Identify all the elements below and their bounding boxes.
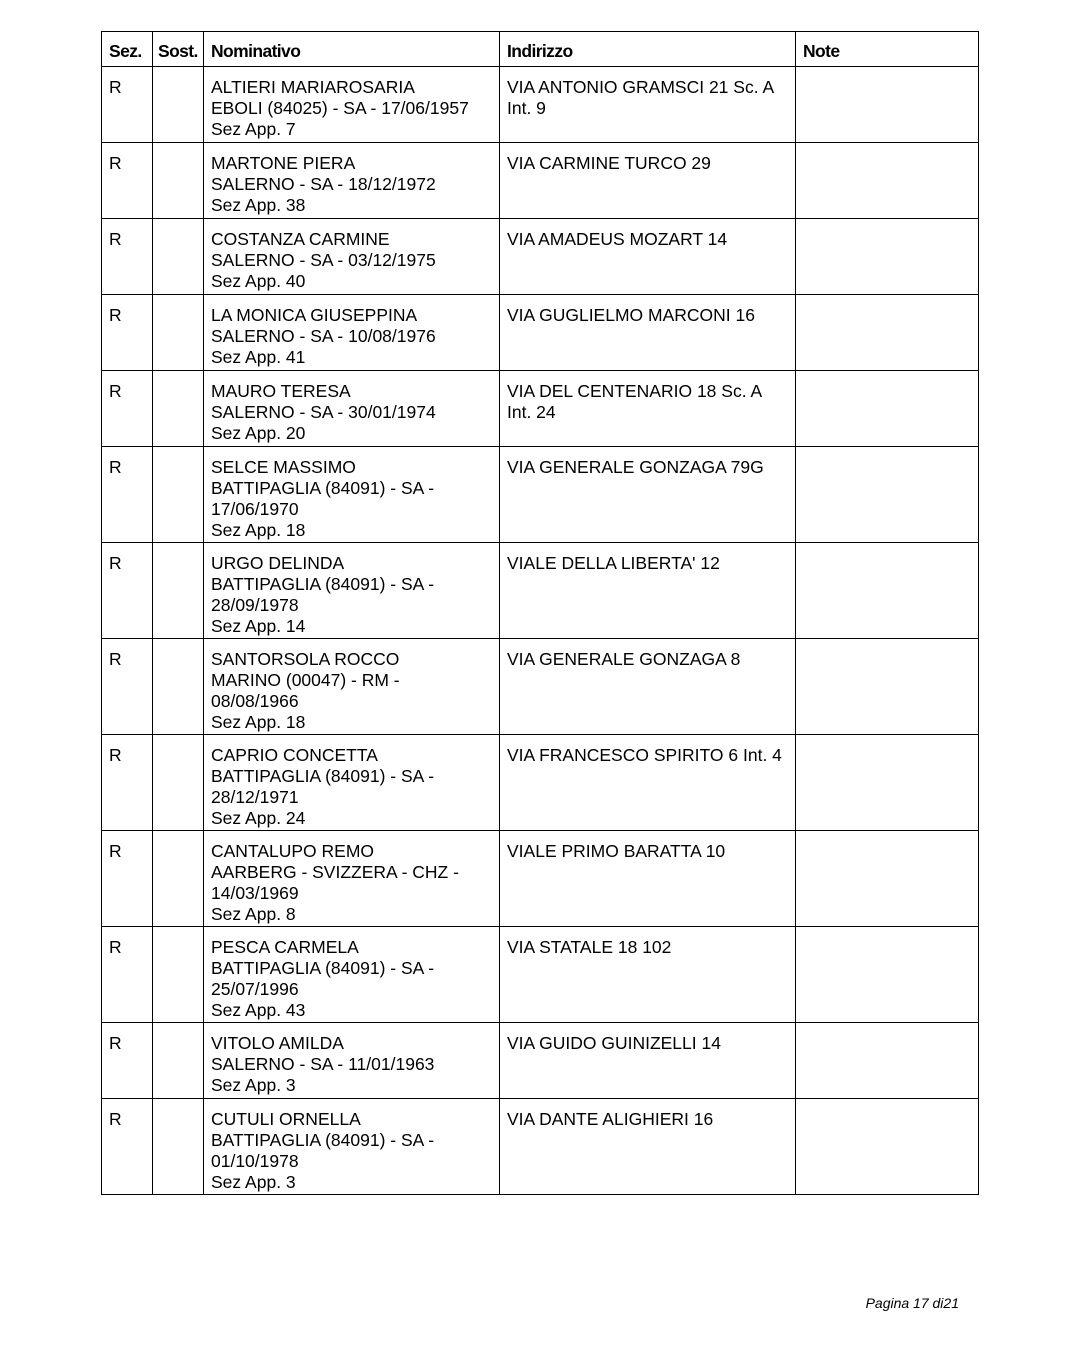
nominativo-line: URGO DELINDA xyxy=(211,553,345,573)
nominativo-line: SALERNO - SA - 18/12/1972 xyxy=(211,174,436,194)
table-row xyxy=(102,143,979,219)
nominativo-line: Sez App. 14 xyxy=(211,616,306,636)
cell-indirizzo: VIA GUGLIELMO MARCONI 16 xyxy=(500,295,796,371)
cell-sez: R xyxy=(102,447,153,543)
nominativo-line: Sez App. 3 xyxy=(211,1172,296,1192)
cell-sez: R xyxy=(102,1099,153,1195)
cell-sost xyxy=(153,1023,204,1099)
nominativo-line: 28/12/1971 xyxy=(211,787,299,807)
nominativo-line: BATTIPAGLIA (84091) - SA - xyxy=(211,766,435,786)
cell-sez: R xyxy=(102,371,153,447)
page-number: Pagina 17 di21 xyxy=(865,1295,959,1311)
cell-note xyxy=(796,927,979,1023)
table-row xyxy=(102,295,979,371)
cell-indirizzo: VIA GUIDO GUINIZELLI 14 xyxy=(500,1023,796,1099)
nominativo-line: BATTIPAGLIA (84091) - SA - xyxy=(211,574,435,594)
cell-note xyxy=(796,447,979,543)
cell-nominativo xyxy=(204,639,500,735)
nominativo-line: MAURO TERESA xyxy=(211,381,351,401)
table-row xyxy=(102,831,979,927)
cell-sost xyxy=(153,143,204,219)
table-row xyxy=(102,1099,979,1195)
nominativo-line: ALTIERI MARIAROSARIA xyxy=(211,77,415,97)
nominativo-line: Sez App. 43 xyxy=(211,1000,306,1020)
cell-note xyxy=(796,219,979,295)
cell-note xyxy=(796,735,979,831)
nominativo-line: EBOLI (84025) - SA - 17/06/1957 xyxy=(211,98,469,118)
nominativo-line: 08/08/1966 xyxy=(211,691,299,711)
cell-indirizzo: VIA ANTONIO GRAMSCI 21 Sc. A Int. 9 xyxy=(500,67,796,143)
nominativo-line: CAPRIO CONCETTA xyxy=(211,745,378,765)
nominativo-line: PESCA CARMELA xyxy=(211,937,359,957)
cell-nominativo xyxy=(204,67,500,143)
table-row xyxy=(102,219,979,295)
cell-nominativo xyxy=(204,543,500,639)
cell-nominativo xyxy=(204,735,500,831)
cell-nominativo xyxy=(204,447,500,543)
cell-indirizzo: VIA STATALE 18 102 xyxy=(500,927,796,1023)
cell-nominativo xyxy=(204,295,500,371)
nominativo-line: LA MONICA GIUSEPPINA xyxy=(211,305,418,325)
cell-indirizzo: VIA FRANCESCO SPIRITO 6 Int. 4 xyxy=(500,735,796,831)
nominativo-line: SALERNO - SA - 30/01/1974 xyxy=(211,402,436,422)
nominativo-line: VITOLO AMILDA xyxy=(211,1033,344,1053)
nominativo-line: CANTALUPO REMO xyxy=(211,841,375,861)
nominativo-line: COSTANZA CARMINE xyxy=(211,229,390,249)
nominativo-line: SALERNO - SA - 03/12/1975 xyxy=(211,250,436,270)
table-row xyxy=(102,1023,979,1099)
cell-indirizzo: VIA DANTE ALIGHIERI 16 xyxy=(500,1099,796,1195)
table-header-row xyxy=(102,32,979,67)
nominativo-line: CUTULI ORNELLA xyxy=(211,1109,361,1129)
nominativo-line: 14/03/1969 xyxy=(211,883,299,903)
cell-sost xyxy=(153,219,204,295)
nominativo-line: Sez App. 20 xyxy=(211,423,306,443)
cell-note xyxy=(796,143,979,219)
table-row xyxy=(102,927,979,1023)
nominativo-line: 01/10/1978 xyxy=(211,1151,299,1171)
cell-sez: R xyxy=(102,143,153,219)
nominativo-line: BATTIPAGLIA (84091) - SA - xyxy=(211,958,435,978)
cell-sost xyxy=(153,543,204,639)
cell-sost xyxy=(153,67,204,143)
nominativo-line: Sez App. 18 xyxy=(211,712,306,732)
cell-sost xyxy=(153,371,204,447)
nominativo-line: Sez App. 7 xyxy=(211,119,296,139)
header-sez: Sez. xyxy=(102,32,153,67)
header-sost: Sost. xyxy=(153,32,204,67)
nominativo-line: 25/07/1996 xyxy=(211,979,299,999)
nominativo-line: SALERNO - SA - 10/08/1976 xyxy=(211,326,436,346)
table-body xyxy=(102,67,979,1195)
cell-nominativo xyxy=(204,1099,500,1195)
cell-indirizzo: VIA CARMINE TURCO 29 xyxy=(500,143,796,219)
cell-nominativo xyxy=(204,371,500,447)
nominativo-line: Sez App. 8 xyxy=(211,904,296,924)
header-nominativo: Nominativo xyxy=(204,32,500,67)
cell-note xyxy=(796,543,979,639)
cell-note xyxy=(796,1023,979,1099)
cell-indirizzo: VIA DEL CENTENARIO 18 Sc. A Int. 24 xyxy=(500,371,796,447)
nominativo-line: SANTORSOLA ROCCO xyxy=(211,649,400,669)
cell-note xyxy=(796,639,979,735)
cell-note xyxy=(796,67,979,143)
cell-sez: R xyxy=(102,927,153,1023)
cell-sost xyxy=(153,831,204,927)
cell-sost xyxy=(153,1099,204,1195)
cell-nominativo xyxy=(204,143,500,219)
cell-nominativo xyxy=(204,831,500,927)
cell-note xyxy=(796,1099,979,1195)
cell-indirizzo: VIALE PRIMO BARATTA 10 xyxy=(500,831,796,927)
nominativo-line: 28/09/1978 xyxy=(211,595,299,615)
cell-sez: R xyxy=(102,295,153,371)
cell-sost xyxy=(153,447,204,543)
nominativo-line: 17/06/1970 xyxy=(211,499,299,519)
table-row xyxy=(102,371,979,447)
nominativo-line: BATTIPAGLIA (84091) - SA - xyxy=(211,1130,435,1150)
nominativo-line: Sez App. 40 xyxy=(211,271,306,291)
nominativo-line: MARTONE PIERA xyxy=(211,153,356,173)
cell-sez: R xyxy=(102,219,153,295)
cell-indirizzo: VIA GENERALE GONZAGA 79G xyxy=(500,447,796,543)
cell-sez: R xyxy=(102,639,153,735)
table-row xyxy=(102,447,979,543)
nominativo-line: Sez App. 41 xyxy=(211,347,306,367)
cell-note xyxy=(796,295,979,371)
table-row xyxy=(102,543,979,639)
cell-sez: R xyxy=(102,1023,153,1099)
cell-sost xyxy=(153,295,204,371)
cell-indirizzo: VIALE DELLA LIBERTA' 12 xyxy=(500,543,796,639)
nominativo-line: Sez App. 38 xyxy=(211,195,306,215)
header-note: Note xyxy=(796,32,979,67)
table-row xyxy=(102,639,979,735)
cell-sez: R xyxy=(102,831,153,927)
cell-nominativo xyxy=(204,1023,500,1099)
table-row xyxy=(102,67,979,143)
cell-sez: R xyxy=(102,735,153,831)
cell-sost xyxy=(153,639,204,735)
cell-indirizzo: VIA GENERALE GONZAGA 8 xyxy=(500,639,796,735)
nominativo-line: AARBERG - SVIZZERA - CHZ - xyxy=(211,862,459,882)
nominativo-line: Sez App. 18 xyxy=(211,520,306,540)
nominativo-line: BATTIPAGLIA (84091) - SA - xyxy=(211,478,435,498)
cell-nominativo xyxy=(204,219,500,295)
table-row xyxy=(102,735,979,831)
cell-nominativo xyxy=(204,927,500,1023)
cell-note xyxy=(796,371,979,447)
voter-list-table xyxy=(101,31,979,1195)
cell-sez: R xyxy=(102,543,153,639)
cell-sost xyxy=(153,735,204,831)
nominativo-line: MARINO (00047) - RM - xyxy=(211,670,400,690)
nominativo-line: Sez App. 24 xyxy=(211,808,306,828)
nominativo-line: Sez App. 3 xyxy=(211,1075,296,1095)
cell-sez: R xyxy=(102,67,153,143)
cell-sost xyxy=(153,927,204,1023)
cell-indirizzo: VIA AMADEUS MOZART 14 xyxy=(500,219,796,295)
nominativo-line: SELCE MASSIMO xyxy=(211,457,356,477)
header-indirizzo: Indirizzo xyxy=(500,32,796,67)
nominativo-line: SALERNO - SA - 11/01/1963 xyxy=(211,1054,435,1074)
cell-note xyxy=(796,831,979,927)
